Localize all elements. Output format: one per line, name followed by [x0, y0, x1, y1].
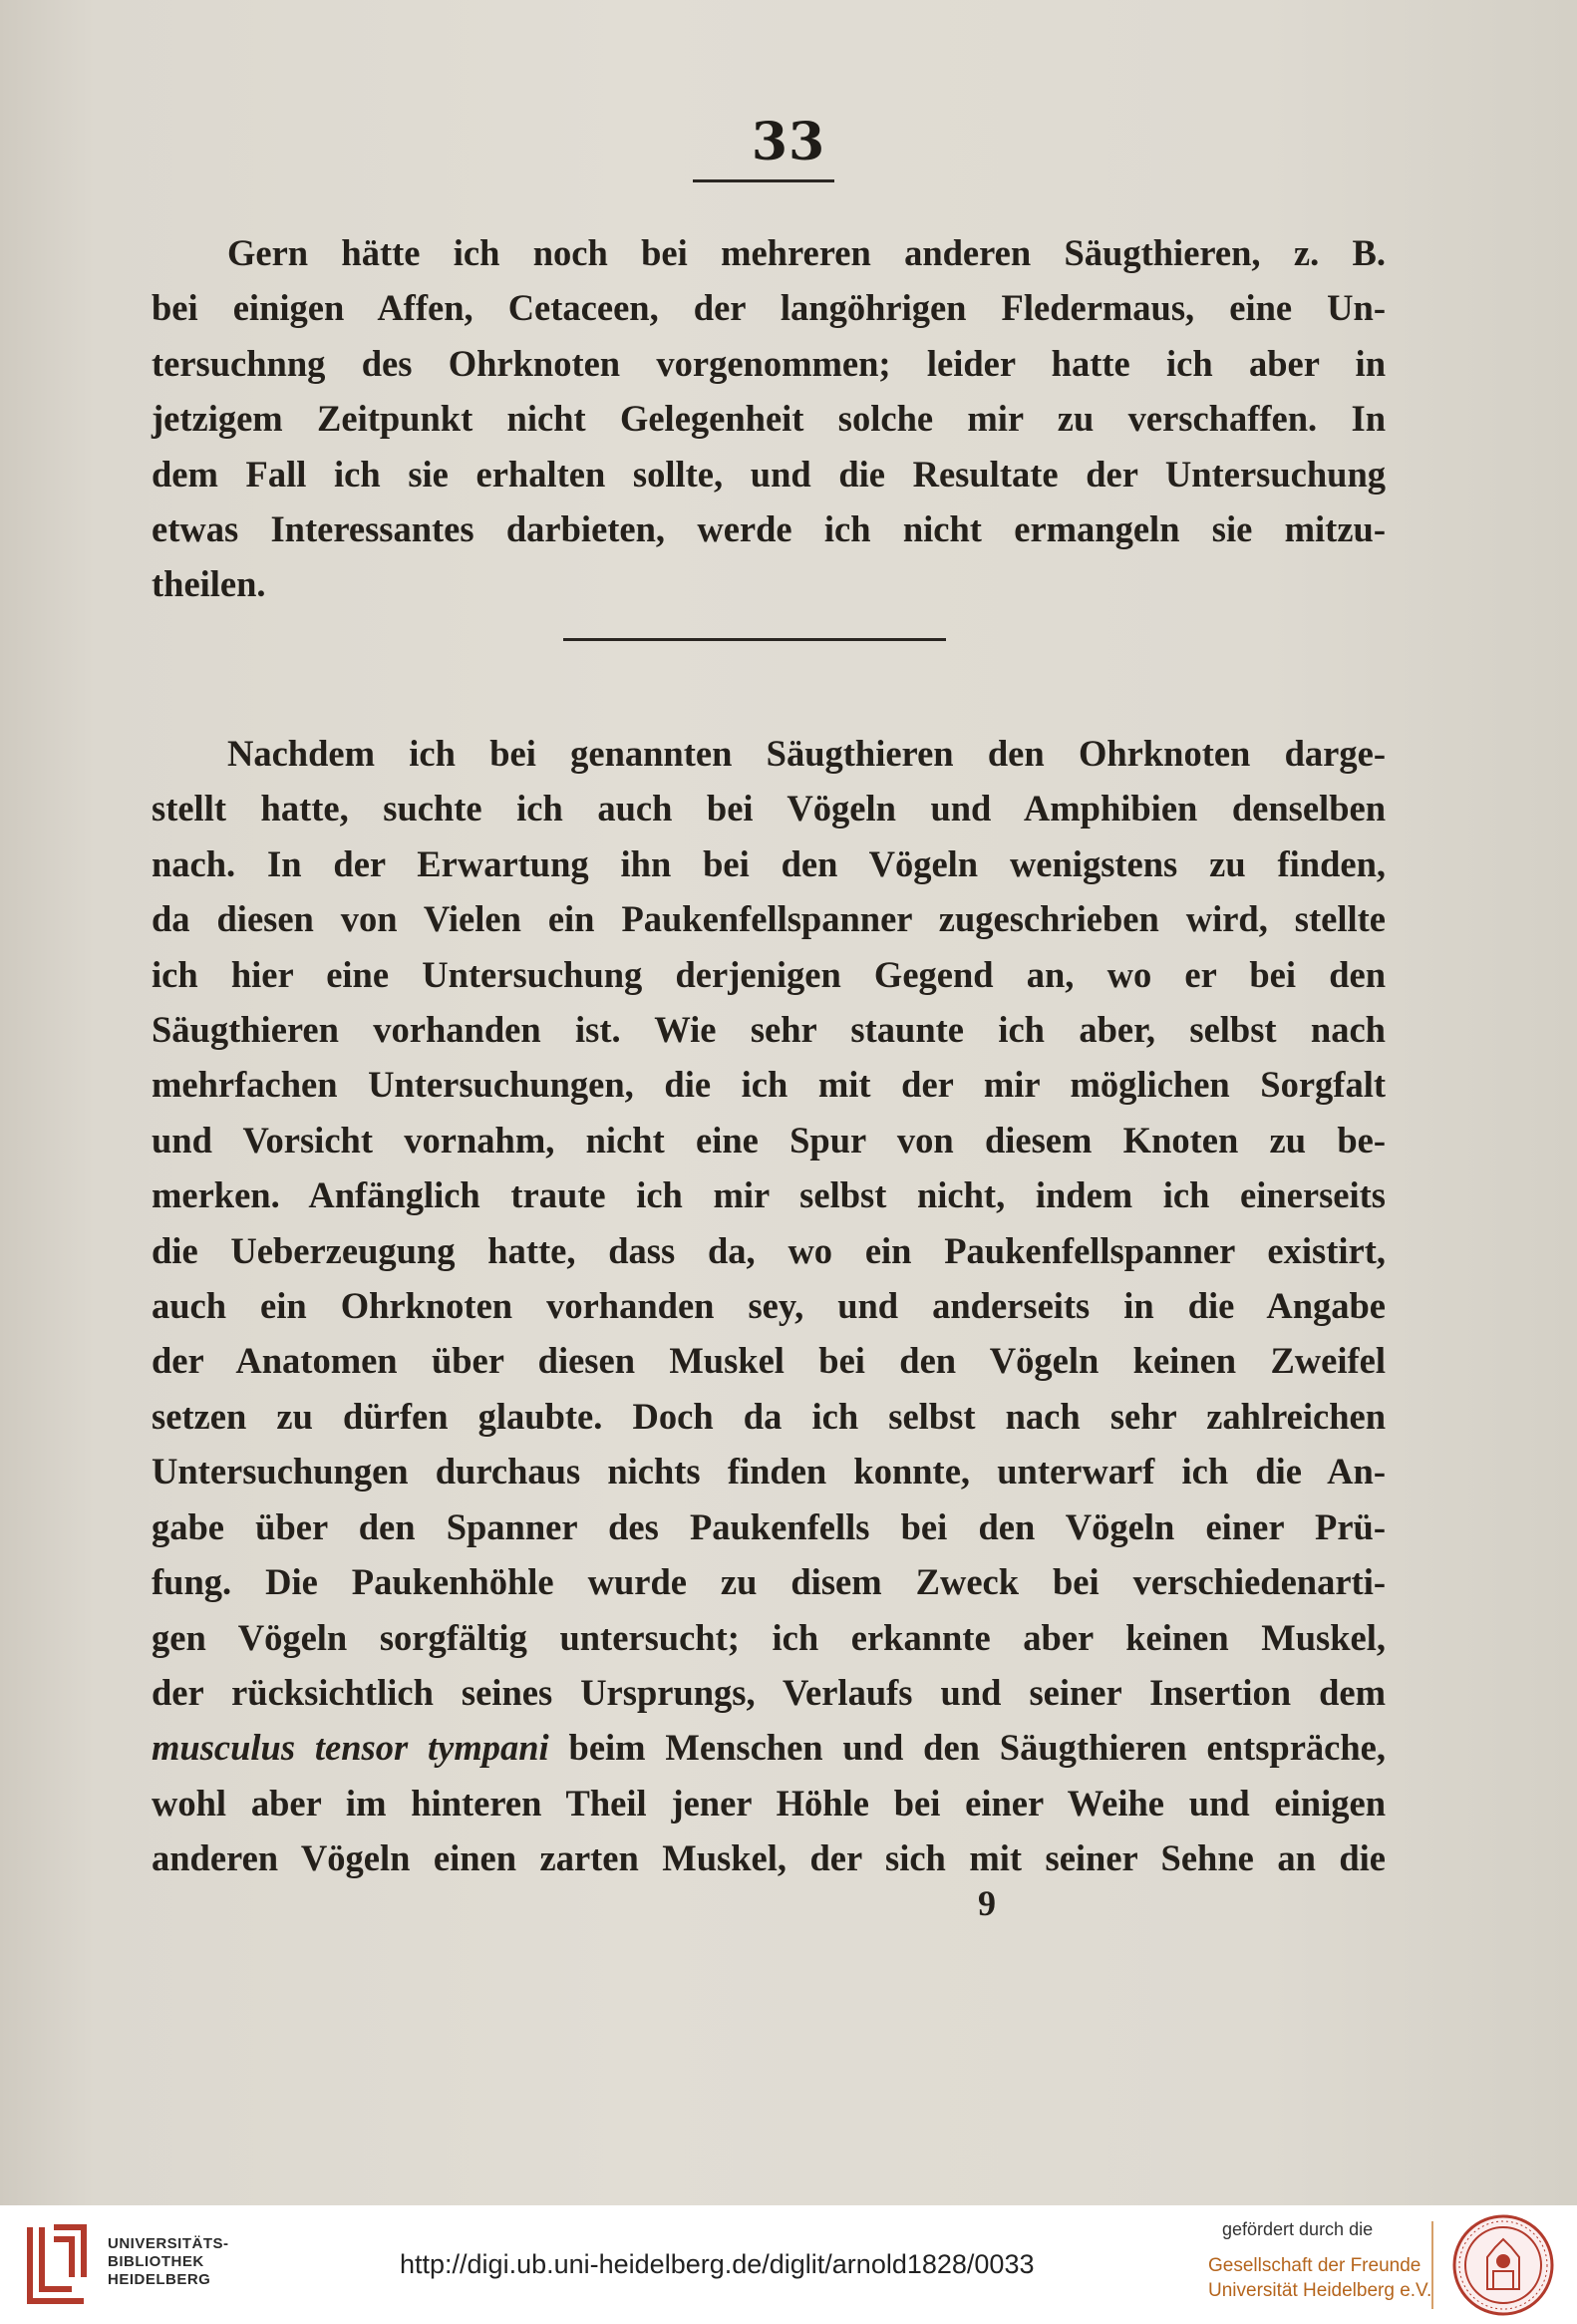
university-library-logo-icon	[22, 2219, 92, 2309]
text-line: der rücksichtlich seines Ursprungs, Verlaufs und seiner Insertion dem	[152, 1671, 1386, 1713]
text-line: nach. In der Erwartung ihn bei den Vögeln wenigstens zu finden,	[152, 842, 1386, 884]
text-line: fung. Die Paukenhöhle wurde zu disem Zweck bei verschiedenarti-	[152, 1561, 1386, 1603]
text-line: tersuchnng des Ohrknoten vorgenommen; leider hatte ich aber in	[152, 342, 1386, 384]
library-name	[108, 2235, 229, 2289]
library-name-line: UNIVERSITÄTS-	[108, 2235, 229, 2252]
text-line: der Anatomen über diesen Muskel bei den Vögeln keinen Zweifel	[152, 1340, 1386, 1382]
footer-bar	[0, 2205, 1577, 2324]
text-line: stellt hatte, suchte ich auch bei Vögeln und Amphibien denselben	[152, 788, 1386, 830]
latin-term: musculus tensor tympani	[152, 1727, 549, 1769]
page-number-underline	[693, 179, 834, 182]
text-line: jetzigem Zeitpunkt nicht Gelegenheit solche mir zu verschaffen. In	[152, 398, 1386, 440]
text-line: Gern hätte ich noch bei mehreren anderen Säugthieren, z. B.	[227, 232, 1386, 273]
section-divider	[563, 638, 946, 641]
paragraph-2	[152, 726, 1386, 1886]
text-line: gen Vögeln sorgfältig untersucht; ich erkannte aber keinen Muskel,	[152, 1616, 1386, 1658]
sponsor-name-line: Gesellschaft der Freunde	[1208, 2255, 1421, 2276]
text-line: gabe über den Spanner des Paukenfells bei den Vögeln einer Prü-	[152, 1505, 1386, 1547]
paragraph-1	[152, 225, 1386, 612]
text-line: wohl aber im hinteren Theil jener Höhle bei einer Weihe und einigen	[152, 1782, 1386, 1824]
sponsor-label: gefördert durch die	[1222, 2219, 1374, 2239]
text-line: etwas Interessantes darbieten, werde ich nicht ermangeln sie mitzu-	[152, 508, 1386, 550]
text-line: auch ein Ohrknoten vorhanden sey, und anderseits in die Angabe	[152, 1285, 1386, 1327]
library-name-line: BIBLIOTHEK	[108, 2253, 204, 2270]
text-line: Säugthieren vorhanden ist. Wie sehr staunte ich aber, selbst nach	[152, 1009, 1386, 1051]
text-line: und Vorsicht vornahm, nicht eine Spur von diesem Knoten zu be-	[152, 1119, 1386, 1161]
text-line: Untersuchungen durchaus nichts finden konnte, unterwarf ich die An-	[152, 1451, 1386, 1493]
text-line-rest: beim Menschen und den Säugthieren entspräche,	[568, 1727, 1386, 1769]
sponsor-name-line: Universität Heidelberg e.V.	[1208, 2280, 1432, 2301]
text-line: ich hier eine Untersuchung derjenigen Gegend an, wo er bei den	[152, 953, 1386, 995]
sponsor-name	[1208, 2253, 1431, 2303]
text-line	[152, 1720, 1386, 1775]
signature-mark: 9	[978, 1883, 996, 1923]
text-line: dem Fall ich sie erhalten sollte, und die Resultate der Untersuchung	[152, 453, 1386, 495]
text-line: Nachdem ich bei genannten Säugthieren den Ohrknoten darge-	[227, 733, 1386, 774]
text-line: setzen zu dürfen glaubte. Doch da ich selbst nach sehr zahlreichen	[152, 1395, 1386, 1437]
text-line: anderen Vögeln einen zarten Muskel, der sich mit seiner Sehne an die	[152, 1837, 1386, 1879]
text-line: die Ueberzeugung hatte, dass da, wo ein Paukenfellspanner existirt,	[152, 1229, 1386, 1271]
text-line: theilen.	[152, 563, 266, 605]
text-line: mehrfachen Untersuchungen, die ich mit der mir möglichen Sorgfalt	[152, 1064, 1386, 1106]
text-line: bei einigen Affen, Cetaceen, der langöhrigen Fledermaus, eine Un-	[152, 287, 1386, 329]
text-line: da diesen von Vielen ein Paukenfellspanner zugeschrieben wird, stellte	[152, 898, 1386, 940]
permalink-url[interactable]: http://digi.ub.uni-heidelberg.de/diglit/arnold1828/0033	[400, 2249, 1035, 2279]
university-seal-icon	[1451, 2213, 1555, 2317]
library-name-line: HEIDELBERG	[108, 2271, 211, 2288]
sponsor-divider	[1431, 2221, 1433, 2309]
page-number: 33	[751, 112, 826, 172]
text-line: merken. Anfänglich traute ich mir selbst nicht, indem ich einerseits	[152, 1174, 1386, 1216]
